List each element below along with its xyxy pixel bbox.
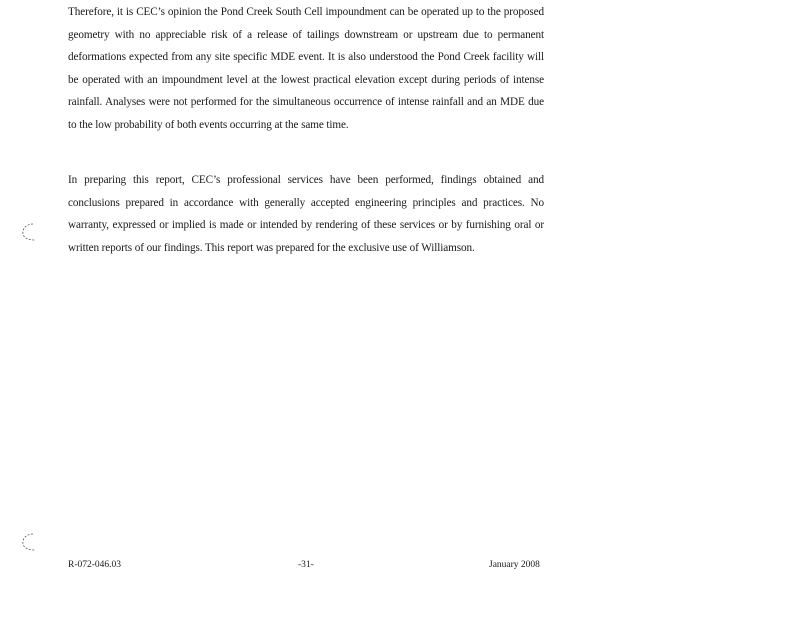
footer-page-number: -31- [298, 560, 314, 570]
body-paragraph-disclaimer: In preparing this report, CEC’s professional services have been performed, findings obtained and conclusions prepared in accordance with generally accepted engineering principles and practices. No warranty, expressed or implied is made or intended by rendering of these services or by furnishing oral or written reports of our findings. This report was prepared for the exclusive use of Williamson. [68, 174, 544, 254]
footer-report-number: R-072-046.03 [68, 560, 122, 570]
punch-hole-mark-icon [19, 531, 41, 553]
footer-date: January 2008 [489, 560, 540, 570]
punch-hole-mark-icon [19, 221, 41, 243]
body-paragraph-conclusion: Therefore, it is CEC’s opinion the Pond Creek South Cell impoundment can be operated up to the proposed geometry with no appreciable risk of a release of tailings downstream or upstream due to permanent deformations expected from any site specific MDE event. It is also understood the Pond Creek facility will be operated with an impoundment level at the lowest practical elevation except during periods of intense rainfall. Analyses were not performed for the simultaneous occurrence of intense rainfall and an MDE due to the low probability of both events occurring at the same time. [68, 6, 544, 131]
